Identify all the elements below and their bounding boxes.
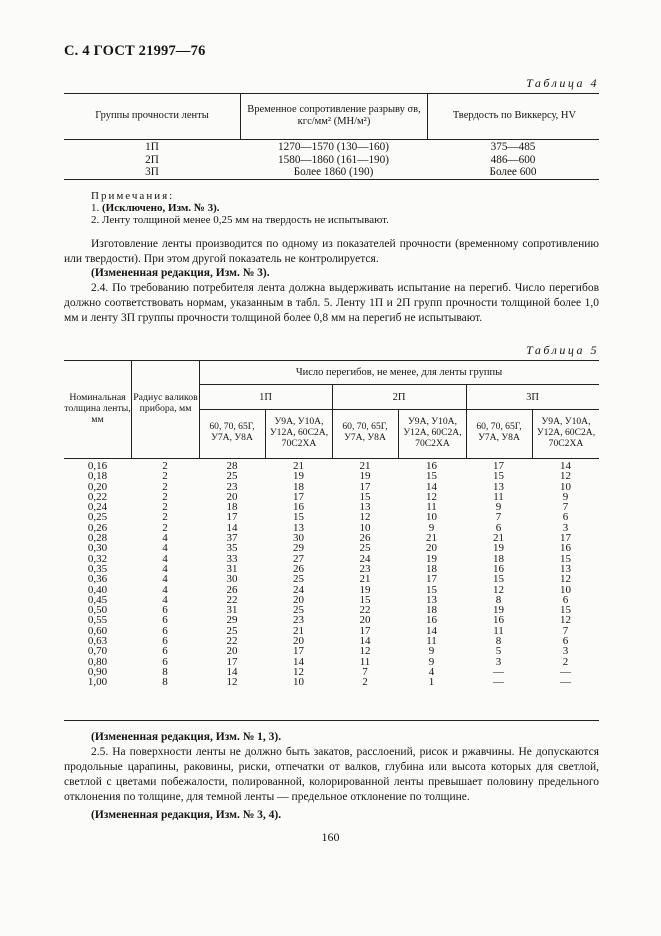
table4-header-hardness: Твердость по Виккерсу, HV <box>452 110 577 121</box>
table5-cell: 12 <box>560 573 571 586</box>
table5-sub-2b: У9А, У10А, У12А, 60С2А, 70С2ХА <box>403 416 462 449</box>
table5-cell: 35 <box>226 542 238 555</box>
table-row <box>64 585 599 595</box>
table5-group-2p: 2П <box>392 392 406 403</box>
table4-bottom-rule <box>64 179 599 180</box>
page-number: 160 <box>321 830 340 844</box>
table5-grid <box>64 461 599 688</box>
table5-cell: 15 <box>560 552 571 565</box>
table5-cell: 0,40 <box>87 583 108 596</box>
table5-cell: 18 <box>226 501 238 514</box>
table5-cell: 11 <box>359 655 371 668</box>
table5-cell: 0,55 <box>87 614 108 627</box>
table-row <box>64 502 599 512</box>
table5-cell: 5 <box>495 645 502 658</box>
table5-span-rule <box>199 384 599 385</box>
table5-cell: 2 <box>562 655 569 668</box>
table4-cell-group: 1П <box>145 141 159 153</box>
table5-cell: 16 <box>426 460 437 472</box>
table5-body <box>64 461 599 688</box>
table5-cell: 6 <box>162 655 168 668</box>
table5-cell: 13 <box>293 521 304 534</box>
table5-cell: 25 <box>226 624 238 637</box>
table5-cell: 21 <box>493 532 504 545</box>
notes-title: Примечания: <box>91 190 175 202</box>
table5-cell: 9 <box>562 490 569 503</box>
table5-group-3p: 3П <box>526 392 539 403</box>
table5-cell: 0,36 <box>87 573 108 586</box>
table4-vrule-2 <box>427 93 428 139</box>
table4-body <box>64 141 599 179</box>
table5-cell: 15 <box>493 470 504 483</box>
table5-cell: 23 <box>226 480 238 493</box>
table-row <box>64 166 599 179</box>
table5-cell: 4 <box>162 593 168 606</box>
table4-cell-hardness: 375—485 <box>490 141 536 153</box>
table5-cell: 12 <box>359 645 371 658</box>
table5-cell: 15 <box>359 593 371 606</box>
table-row <box>64 564 599 574</box>
table5-cell: 6 <box>495 521 502 534</box>
table5-sub-1b: У9А, У10А, У12А, 60С2А, 70С2ХА <box>269 416 329 449</box>
table-row <box>64 523 599 533</box>
table5-cell: 26 <box>359 532 371 545</box>
table5-cell: 19 <box>426 552 437 565</box>
table5-cell: 12 <box>359 511 371 524</box>
notes-item-2: 2. Ленту толщиной менее 0,25 мм на твердость не испытывают. <box>91 214 389 226</box>
table-row <box>64 533 599 543</box>
table5-cell: 21 <box>293 460 304 472</box>
table5-sub-3a: 60, 70, 65Г, У7А, У8А <box>476 421 522 443</box>
table5-cell: 2 <box>162 501 168 514</box>
table5-cell: 7 <box>495 511 502 524</box>
table-row <box>64 657 599 667</box>
table5-cell: 0,28 <box>87 532 108 545</box>
table5-top-rule <box>64 360 599 361</box>
table5-cell: 0,32 <box>87 552 108 565</box>
table5-header-span: Число перегибов, не менее, для ленты группы <box>295 367 503 378</box>
table5-cell: 6 <box>162 635 168 648</box>
table5-cell: 9 <box>428 655 435 668</box>
table5-cell: 12 <box>560 470 571 483</box>
table5-cell: 14 <box>426 624 437 637</box>
notes-item-1-text: (Исключено, Изм. № 3). <box>102 202 220 214</box>
table5-cell: 20 <box>293 635 304 648</box>
table5-cell: 0,60 <box>87 624 108 637</box>
table5-cell: 7 <box>362 665 368 678</box>
table5-cell: 11 <box>493 490 504 503</box>
table5-cell: 13 <box>560 562 571 575</box>
table5-cell: 3 <box>495 655 502 668</box>
table5-cell: 4 <box>162 562 168 575</box>
table5-cell: 25 <box>226 470 238 483</box>
table5-cell: 19 <box>359 583 371 596</box>
table4-header-group: Группы прочности ленты <box>95 110 209 121</box>
table5-cell: 22 <box>226 593 238 606</box>
table5-cell: 2 <box>162 480 168 493</box>
table5-cell: 26 <box>226 583 238 596</box>
table5-cell: 15 <box>426 470 437 483</box>
table5-cell: 12 <box>426 490 437 503</box>
table5-cell: 0,26 <box>87 521 108 534</box>
table5-cell: 6 <box>562 593 569 606</box>
table5-cell: 12 <box>493 583 504 596</box>
table5-cell: 0,70 <box>87 645 108 658</box>
table5-cell: 21 <box>293 624 304 637</box>
table-row <box>64 543 599 553</box>
table5-cell: 16 <box>293 501 304 514</box>
table5-cell: 9 <box>495 501 502 514</box>
table5-cell: 0,80 <box>87 655 108 668</box>
table5-cell: 17 <box>426 573 437 586</box>
table5-cell: 0,20 <box>87 480 108 493</box>
table5-cell: 18 <box>426 562 437 575</box>
table5-cell: 30 <box>293 532 304 545</box>
table5-cell: — <box>493 665 504 678</box>
table5-cell: 16 <box>493 614 504 627</box>
edit-note-2: (Измененная редакция, Изм. № 1, 3). <box>91 731 282 743</box>
table5-cell: 16 <box>426 614 437 627</box>
table-row <box>64 471 599 481</box>
table4-vrule-1 <box>240 93 241 139</box>
table-row <box>64 605 599 615</box>
page-header: С. 4 ГОСТ 21997—76 <box>64 43 206 59</box>
table-row <box>64 595 599 605</box>
table5-cell: 33 <box>226 552 238 565</box>
table5-cell: 14 <box>426 480 437 493</box>
table5-cell: 16 <box>493 562 504 575</box>
table5-cell: 10 <box>560 583 571 596</box>
table5-cell: 14 <box>359 635 371 648</box>
table5-cell: 8 <box>162 665 168 678</box>
table5-cell: 15 <box>293 511 304 524</box>
table4-cell-strength: 1270—1570 (130—160) <box>278 141 389 153</box>
table5-cell: 20 <box>359 614 371 627</box>
table5-cell: 11 <box>493 624 504 637</box>
paragraph-2-4: 2.4. По требованию потребителя лента должна выдерживать испытание на перегиб. Число перегибов должно соответствовать нормам, указанным в табл. 5. Ленту 1П и 2П групп прочности толщиной более 1,0 мм и ленту 3П группы прочности толщиной более 0,8 мм на перегиб не испытывают. <box>64 282 599 324</box>
table5-cell: 9 <box>428 645 435 658</box>
edit-note-3: (Измененная редакция, Изм. № 3, 4). <box>91 809 282 821</box>
table5-cell: 0,35 <box>87 562 108 575</box>
table5-cell: 17 <box>493 460 504 472</box>
table5-cell: 0,25 <box>87 511 108 524</box>
table4-cell-hardness: Более 600 <box>489 166 537 178</box>
table5-cell: 6 <box>562 511 569 524</box>
table-row <box>64 492 599 502</box>
table4-cell-group: 3П <box>145 166 159 178</box>
table4-cell-strength: 1580—1860 (161—190) <box>278 153 389 166</box>
table5-sub-2a: 60, 70, 65Г, У7А, У8А <box>342 421 388 443</box>
table5-cell: 10 <box>359 521 371 534</box>
table5-cell: 6 <box>162 645 168 658</box>
table-row <box>64 677 599 687</box>
table5-cell: 0,24 <box>87 501 108 514</box>
table5-cell: 25 <box>293 573 304 586</box>
table5-cell: 4 <box>162 532 168 545</box>
table-row <box>64 636 599 646</box>
table5-cell: 19 <box>293 470 304 483</box>
table5-cell: 23 <box>293 614 304 627</box>
table-row <box>64 512 599 522</box>
table5-cell: 0,16 <box>87 460 108 472</box>
table5-cell: 20 <box>426 542 437 555</box>
table5-group-1p: 1П <box>259 392 272 403</box>
table4-cell-strength: Более 1860 (190) <box>293 166 374 178</box>
table5-cell: 24 <box>359 552 371 565</box>
table5-sub-1a: 60, 70, 65Г, У7А, У8А <box>209 421 255 443</box>
table5-cell: 6 <box>562 635 569 648</box>
table5-cell: 18 <box>426 604 437 617</box>
table-row <box>64 141 599 154</box>
table5-cell: 21 <box>359 573 371 586</box>
notes-item-1 <box>91 202 220 214</box>
paragraph-production: Изготовление ленты производится по одному из показателей прочности (временному сопротивлению или твердости). При этом другой показатель не контролируется. <box>64 238 599 265</box>
table5-cell: 37 <box>226 532 238 545</box>
table5-cell: 18 <box>493 552 504 565</box>
table5-cell: 30 <box>226 573 238 586</box>
table-row <box>64 554 599 564</box>
table4-caption: Таблица 4 <box>526 76 599 90</box>
table5-cell: 14 <box>226 521 238 534</box>
table5-cell: 17 <box>226 511 238 524</box>
table5-cell: 4 <box>162 542 168 555</box>
table5-cell: 27 <box>293 552 304 565</box>
table5-cell: 19 <box>359 470 371 483</box>
table-row <box>64 574 599 584</box>
table4-head-rule <box>64 139 599 140</box>
table5-cell: 4 <box>428 665 435 678</box>
table5-cell: 2 <box>162 490 168 503</box>
table5-cell: 13 <box>426 593 437 606</box>
table5-cell: 0,90 <box>87 665 108 678</box>
table5-cell: 14 <box>226 665 238 678</box>
table5-cell: 26 <box>293 562 304 575</box>
table-row <box>64 615 599 625</box>
table5-cell: 21 <box>359 460 371 472</box>
table5-cell: 13 <box>359 501 371 514</box>
table5-cell: 12 <box>226 676 238 689</box>
table5-cell: 24 <box>293 583 304 596</box>
table5-caption: Таблица 5 <box>526 343 599 357</box>
table5-cell: 11 <box>426 501 437 514</box>
table5-cell: 15 <box>359 490 371 503</box>
table5-cell: 10 <box>426 511 437 524</box>
table5-cell: 7 <box>562 624 569 637</box>
table-row <box>64 646 599 656</box>
table5-cell: 0,50 <box>87 604 108 617</box>
table5-bottom-rule <box>64 720 599 721</box>
table5-cell: 25 <box>293 604 304 617</box>
table-row <box>64 461 599 471</box>
table5-cell: 17 <box>293 645 304 658</box>
table5-cell: — <box>560 665 571 678</box>
table5-cell: 29 <box>226 614 238 627</box>
table5-cell: 8 <box>495 593 502 606</box>
table5-header-radius: Радиус валиков прибора, мм <box>133 392 198 414</box>
table5-cell: 4 <box>162 573 168 586</box>
table5-cell: — <box>560 676 571 689</box>
table4-header-strength: Временное сопротивление разрыву σв, кгс/мм² (МН/м²) <box>247 104 421 127</box>
table5-cell: 21 <box>426 532 437 545</box>
table5-cell: 22 <box>226 635 238 648</box>
table5-cell: 19 <box>493 604 504 617</box>
table5-cell: 3 <box>562 521 569 534</box>
table5-cell: 0,22 <box>87 490 108 503</box>
table5-cell: 29 <box>293 542 304 555</box>
table5-cell: 12 <box>560 614 571 627</box>
table5-cell: 18 <box>293 480 304 493</box>
table5-cell: 15 <box>493 573 504 586</box>
table5-cell: 20 <box>293 593 304 606</box>
table5-cell: 2 <box>162 460 168 472</box>
table5-cell: 10 <box>560 480 571 493</box>
table5-cell: 20 <box>226 645 238 658</box>
table5-cell: 15 <box>426 583 437 596</box>
table5-cell: 17 <box>293 490 304 503</box>
table5-cell: 2 <box>162 470 168 483</box>
table5-cell: 0,63 <box>87 635 108 648</box>
notes-item-1-num: 1. <box>91 202 100 214</box>
table5-vrule-a <box>131 360 132 458</box>
table5-cell: 12 <box>293 665 304 678</box>
table5-cell: 13 <box>493 480 504 493</box>
table5-cell: 31 <box>226 562 238 575</box>
table5-cell: 25 <box>359 542 371 555</box>
table5-cell: 4 <box>162 552 168 565</box>
table5-cell: 17 <box>226 655 238 668</box>
table5-cell: 17 <box>359 480 371 493</box>
table5-cell: 22 <box>359 604 371 617</box>
table5-cell: 2 <box>362 676 368 689</box>
table5-cell: 2 <box>162 521 168 534</box>
table5-sub-3b: У9А, У10А, У12А, 60С2А, 70С2ХА <box>536 416 596 449</box>
table5-cell: 1,00 <box>87 676 108 689</box>
table5-cell: 8 <box>162 676 168 689</box>
table-row <box>64 154 599 167</box>
table4-cell-group: 2П <box>145 153 159 166</box>
table5-cell: 0,30 <box>87 542 108 555</box>
table5-cell: 6 <box>162 624 168 637</box>
table5-cell: 0,45 <box>87 593 108 606</box>
table4-top-rule <box>64 93 599 94</box>
paragraph-2-5: 2.5. На поверхности ленты не должно быть закатов, расслоений, рисок и ржавчины. Не допускаются продольные царапины, раковины, риски, отпечатки от валков, глубина или высота которых для светлой, светлой с цветами побежалости, полированной, колорированной ленты превышает половину предельного отклонения по толщине, для темной ленты — предельное отклонение по толщине. <box>64 746 599 803</box>
table5-cell: 2 <box>162 511 168 524</box>
table5-cell: 4 <box>162 583 168 596</box>
table5-cell: 3 <box>562 645 569 658</box>
table5-cell: 19 <box>493 542 504 555</box>
table5-cell: 9 <box>428 521 435 534</box>
table5-cell: 17 <box>359 624 371 637</box>
table5-group-rule <box>199 409 599 410</box>
table5-header-thickness: Номинальная толщина ленты, мм <box>64 392 131 425</box>
table5-cell: 6 <box>162 604 168 617</box>
table-row <box>64 626 599 636</box>
table5-cell: — <box>493 676 504 689</box>
table4-cell-hardness: 486—600 <box>490 153 536 166</box>
table5-cell: 14 <box>560 460 571 472</box>
table5-cell: 14 <box>293 655 304 668</box>
table5-cell: 8 <box>495 635 502 648</box>
table5-cell: 1 <box>428 676 435 689</box>
table5-cell: 7 <box>562 501 569 514</box>
table5-cell: 10 <box>293 676 304 689</box>
table-row <box>64 667 599 677</box>
table-row <box>64 482 599 492</box>
edit-note-1: (Измененная редакция, Изм. № 3). <box>91 267 270 279</box>
table5-cell: 16 <box>560 542 571 555</box>
table5-cell: 20 <box>226 490 238 503</box>
table5-cell: 28 <box>226 460 238 472</box>
table5-head-rule <box>64 458 599 459</box>
table5-cell: 0,18 <box>87 470 108 483</box>
table5-cell: 31 <box>226 604 238 617</box>
table5-cell: 23 <box>359 562 371 575</box>
table5-cell: 15 <box>560 604 571 617</box>
table5-cell: 17 <box>560 532 571 545</box>
table5-cell: 6 <box>162 614 168 627</box>
table5-cell: 11 <box>426 635 437 648</box>
